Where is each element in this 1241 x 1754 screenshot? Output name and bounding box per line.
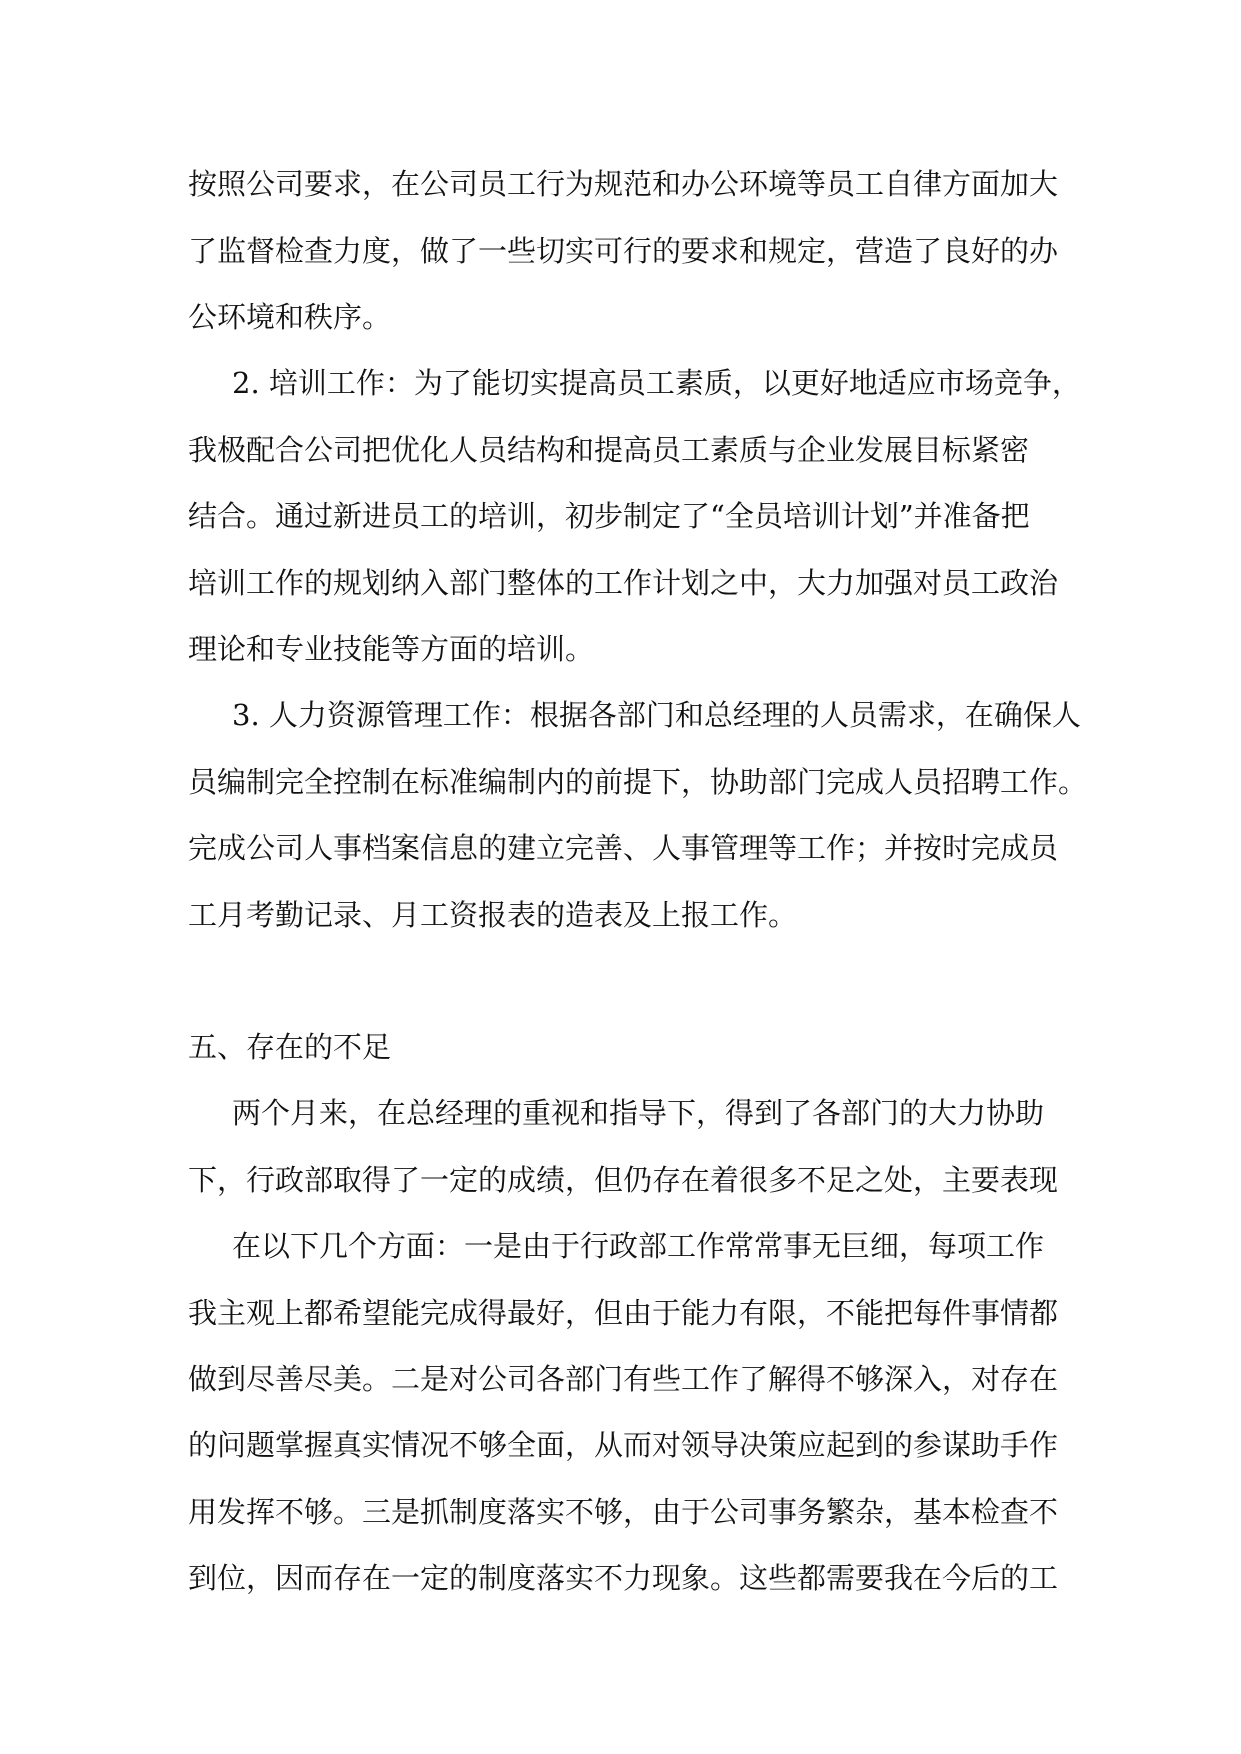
text-line: 的问题掌握真实情况不够全面，从而对领导决策应起到的参谋助手作 <box>188 1428 1059 1462</box>
text-line: 培训工作的规划纳入部门整体的工作计划之中，大力加强对员工政治 <box>188 566 1059 600</box>
text-line: 公环境和秩序。 <box>188 300 392 334</box>
text-line: 了监督检查力度，做了一些切实可行的要求和规定，营造了良好的办 <box>188 234 1059 268</box>
text-line: 在以下几个方面：一是由于行政部工作常常事无巨细，每项工作 <box>232 1229 1045 1263</box>
text-line: 用发挥不够。三是抓制度落实不够，由于公司事务繁杂，基本检查不 <box>188 1495 1059 1529</box>
text-line: 下，行政部取得了一定的成绩，但仍存在着很多不足之处，主要表现 <box>188 1163 1059 1197</box>
text-line: 到位，因而存在一定的制度落实不力现象。这些都需要我在今后的工 <box>188 1561 1059 1595</box>
text-line: 3. 人力资源管理工作：根据各部门和总经理的人员需求，在确保人 <box>232 698 1081 732</box>
text-line: 员编制完全控制在标准编制内的前提下，协助部门完成人员招聘工作。 <box>188 765 1088 799</box>
text-line: 2. 培训工作：为了能切实提高员工素质，以更好地适应市场竞争， <box>232 366 1081 400</box>
text-line: 结合。通过新进员工的培训，初步制定了“全员培训计划”并准备把 <box>188 499 1030 533</box>
text-line: 我极配合公司把优化人员结构和提高员工素质与企业发展目标紧密 <box>188 433 1030 467</box>
text-line: 两个月来，在总经理的重视和指导下，得到了各部门的大力协助 <box>232 1096 1045 1130</box>
text-line: 理论和专业技能等方面的培训。 <box>188 632 595 666</box>
text-line: 工月考勤记录、月工资报表的造表及上报工作。 <box>188 898 798 932</box>
text-line: 我主观上都希望能完成得最好，但由于能力有限，不能把每件事情都 <box>188 1296 1059 1330</box>
text-line: 按照公司要求，在公司员工行为规范和办公环境等员工自律方面加大 <box>188 167 1059 201</box>
section-heading: 五、存在的不足 <box>188 1030 392 1064</box>
text-line: 完成公司人事档案信息的建立完善、人事管理等工作；并按时完成员 <box>188 831 1059 865</box>
text-line: 做到尽善尽美。二是对公司各部门有些工作了解得不够深入，对存在 <box>188 1362 1059 1396</box>
